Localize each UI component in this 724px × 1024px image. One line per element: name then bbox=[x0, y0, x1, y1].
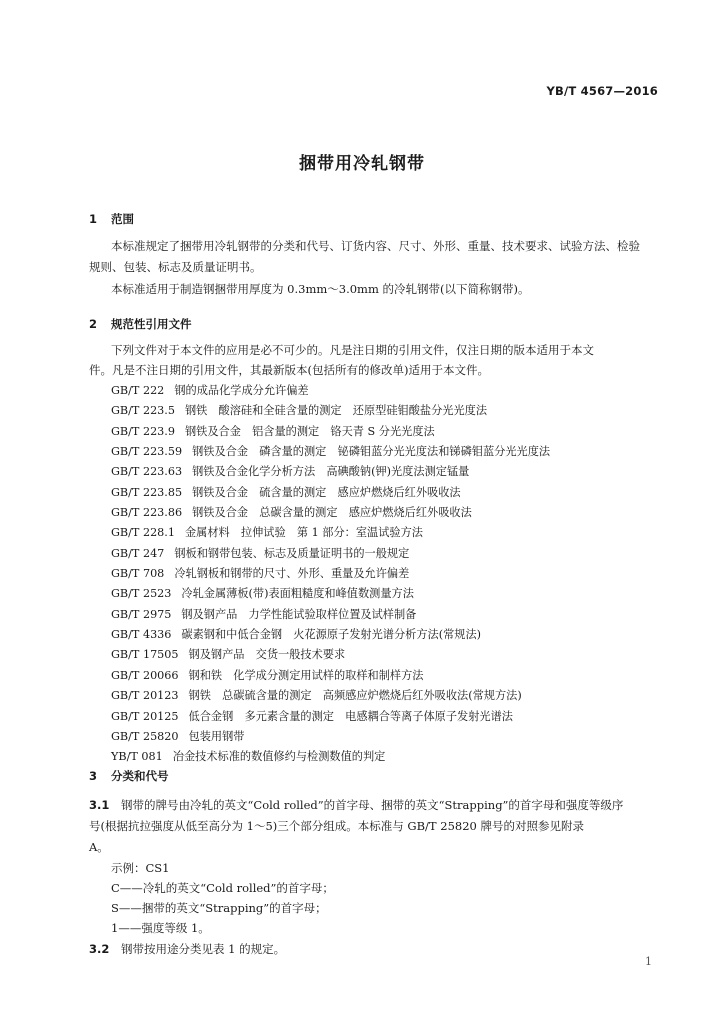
reference-item bbox=[111, 401, 550, 421]
section-title: 规范性引用文件 bbox=[111, 317, 192, 331]
reference-code: GB/T 247 bbox=[111, 546, 165, 560]
reference-title: 钢铁及合金化学分析方法 高碘酸钠(钾)光度法测定锰量 bbox=[192, 465, 470, 479]
clause-3-2 bbox=[89, 941, 285, 957]
reference-code: GB/T 20123 bbox=[111, 689, 179, 703]
section-number: 1 bbox=[89, 212, 98, 226]
reference-title: 钢及钢产品 交货一般技术要求 bbox=[188, 648, 346, 662]
reference-code: GB/T 223.63 bbox=[111, 465, 183, 479]
reference-title: 冷轧钢板和钢带的尺寸、外形、重量及允许偏差 bbox=[174, 567, 410, 581]
reference-item bbox=[111, 727, 550, 747]
section-title: 范围 bbox=[111, 212, 135, 226]
scope-para1-line2: 规则、包装、标志及质量证明书。 bbox=[89, 260, 262, 274]
reference-item bbox=[111, 483, 550, 503]
reference-title: 钢铁及合金 磷含量的测定 铋磷钼蓝分光光度法和锑磷钼蓝分光光度法 bbox=[192, 445, 551, 459]
reference-item bbox=[111, 747, 550, 767]
document-title: 捆带用冷轧钢带 bbox=[299, 154, 425, 174]
clause-3-1-line2: 号(根据抗拉强度从低至高分为 1～5)三个部分组成。本标准与 GB/T 25820 牌号的对照参见附录 bbox=[89, 819, 584, 833]
reference-item bbox=[111, 381, 550, 401]
clause-text: 钢带的牌号由冷轧的英文“Cold rolled”的首字母、捆带的英文“Strapping”的首字母和强度等级序 bbox=[121, 798, 624, 812]
example-item: S——捆带的英文“Strapping”的首字母； bbox=[111, 901, 327, 915]
reference-item bbox=[111, 422, 550, 442]
reference-title: 低合金钢 多元素含量的测定 电感耦合等离子体原子发射光谱法 bbox=[188, 709, 513, 723]
reference-title: 包装用钢带 bbox=[188, 729, 245, 743]
reference-item bbox=[111, 564, 550, 584]
reference-title: 碳素钢和中低合金钢 火花源原子发射光谱分析方法(常规法) bbox=[181, 628, 482, 642]
clause-number: 3.1 bbox=[89, 798, 110, 812]
reference-title: 冶金技术标准的数值修约与检测数值的判定 bbox=[172, 750, 386, 764]
section-2-heading bbox=[89, 316, 192, 332]
scope-para2: 本标准适用于制造钢捆带用厚度为 0.3mm～3.0mm 的冷轧钢带(以下简称钢带)。 bbox=[111, 282, 530, 296]
reference-title: 钢板和钢带包装、标志及质量证明书的一般规定 bbox=[174, 546, 410, 560]
reference-item bbox=[111, 666, 550, 686]
reference-code: GB/T 223.85 bbox=[111, 485, 183, 499]
clause-3-1-line1 bbox=[89, 797, 623, 813]
reference-code: GB/T 2523 bbox=[111, 587, 172, 601]
reference-code: GB/T 2975 bbox=[111, 607, 172, 621]
clause-text: 钢带按用途分类见表 1 的规定。 bbox=[121, 942, 286, 956]
reference-title: 钢铁 总碳硫含量的测定 高频感应炉燃烧后红外吸收法(常规方法) bbox=[188, 689, 522, 703]
reference-title: 钢铁及合金 总碳含量的测定 感应炉燃烧后红外吸收法 bbox=[192, 506, 472, 520]
reference-item bbox=[111, 503, 550, 523]
reference-code: GB/T 17505 bbox=[111, 648, 179, 662]
reference-code: GB/T 708 bbox=[111, 567, 165, 581]
reference-title: 钢铁及合金 铝含量的测定 铬天青 S 分光光度法 bbox=[184, 424, 435, 438]
reference-code: GB/T 223.5 bbox=[111, 404, 175, 418]
reference-list bbox=[111, 381, 550, 768]
reference-item bbox=[111, 686, 550, 706]
reference-item bbox=[111, 625, 550, 645]
reference-code: GB/T 25820 bbox=[111, 729, 179, 743]
section-number: 3 bbox=[89, 769, 98, 783]
reference-title: 钢铁 酸溶硅和全硅含量的测定 还原型硅钼酸盐分光光度法 bbox=[184, 404, 488, 418]
reference-title: 金属材料 拉伸试验 第 1 部分：室温试验方法 bbox=[184, 526, 423, 540]
section-3-heading bbox=[89, 768, 169, 784]
page-number: 1 bbox=[645, 955, 652, 968]
reference-code: GB/T 222 bbox=[111, 384, 165, 397]
reference-title: 钢和铁 化学成分测定用试样的取样和制样方法 bbox=[188, 668, 424, 682]
example-label: 示例：CS1 bbox=[111, 861, 170, 875]
reference-title: 钢及钢产品 力学性能试验取样位置及试样制备 bbox=[181, 607, 417, 621]
reference-title: 钢铁及合金 硫含量的测定 感应炉燃烧后红外吸收法 bbox=[192, 485, 461, 499]
reference-item bbox=[111, 605, 550, 625]
reference-code: GB/T 223.9 bbox=[111, 424, 175, 438]
references-intro-line1: 下列文件对于本文件的应用是必不可少的。凡是注日期的引用文件，仅注日期的版本适用于本文 bbox=[111, 343, 594, 357]
standard-code: YB/T 4567—2016 bbox=[546, 84, 658, 98]
reference-code: YB/T 081 bbox=[111, 750, 163, 764]
clause-3-1-line3: A。 bbox=[89, 840, 109, 854]
reference-code: GB/T 223.86 bbox=[111, 506, 183, 520]
reference-code: GB/T 20066 bbox=[111, 668, 179, 682]
clause-number: 3.2 bbox=[89, 942, 110, 956]
example-item: C——冷轧的英文“Cold rolled”的首字母； bbox=[111, 881, 334, 895]
reference-item bbox=[111, 707, 550, 727]
reference-code: GB/T 4336 bbox=[111, 628, 172, 642]
reference-title: 冷轧金属薄板(带)表面粗糙度和峰值数测量方法 bbox=[181, 587, 414, 601]
reference-item bbox=[111, 523, 550, 543]
reference-item bbox=[111, 584, 550, 604]
reference-item bbox=[111, 442, 550, 462]
reference-item bbox=[111, 645, 550, 665]
reference-code: GB/T 228.1 bbox=[111, 526, 175, 540]
section-number: 2 bbox=[89, 317, 98, 331]
section-title: 分类和代号 bbox=[111, 769, 169, 783]
reference-code: GB/T 20125 bbox=[111, 709, 179, 723]
section-1-heading bbox=[89, 211, 134, 227]
reference-item bbox=[111, 544, 550, 564]
scope-para1-line1: 本标准规定了捆带用冷轧钢带的分类和代号、订货内容、尺寸、外形、重量、技术要求、试验方法、检验 bbox=[111, 239, 640, 253]
reference-title: 钢的成品化学成分允许偏差 bbox=[174, 384, 309, 397]
reference-code: GB/T 223.59 bbox=[111, 445, 183, 459]
references-intro-line2: 件。凡是不注日期的引用文件，其最新版本(包括所有的修改单)适用于本文件。 bbox=[89, 363, 489, 377]
example-item: 1——强度等级 1。 bbox=[111, 921, 210, 935]
reference-item bbox=[111, 462, 550, 482]
